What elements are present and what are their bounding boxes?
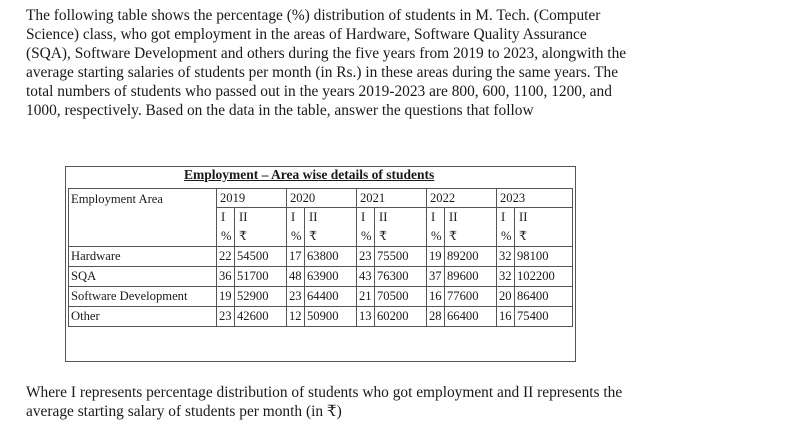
- percentage-cell: 17: [287, 247, 305, 267]
- percentage-cell: 43: [357, 267, 375, 287]
- sub-header-label: II: [309, 210, 318, 224]
- salary-cell: 50900: [305, 307, 357, 327]
- sub-header-cell: [427, 208, 445, 247]
- salary-cell: 66400: [445, 307, 497, 327]
- intro-paragraph: [26, 6, 768, 120]
- footnote-line: average starting salary of students per month (in ₹): [26, 403, 342, 420]
- percentage-cell: 32: [497, 267, 515, 287]
- table-body: [69, 247, 573, 327]
- percentage-cell: 28: [427, 307, 445, 327]
- salary-cell: 75400: [515, 307, 573, 327]
- salary-cell: 52900: [235, 287, 287, 307]
- salary-cell: 63900: [305, 267, 357, 287]
- salary-cell: 89200: [445, 247, 497, 267]
- year-header: 2019: [217, 189, 287, 208]
- percentage-cell: 23: [217, 307, 235, 327]
- employment-area-header: Employment Area: [69, 189, 217, 247]
- area-cell: Other: [69, 307, 217, 327]
- percentage-cell: 16: [427, 287, 445, 307]
- percentage-cell: 22: [217, 247, 235, 267]
- salary-cell: 86400: [515, 287, 573, 307]
- year-header-row: [69, 189, 573, 208]
- salary-cell: 77600: [445, 287, 497, 307]
- sub-header-unit: %: [221, 229, 232, 243]
- salary-cell: 89600: [445, 267, 497, 287]
- percentage-cell: 19: [427, 247, 445, 267]
- intro-line: (SQA), Software Development and others during the five years from 2019 to 2023, alongwith the: [26, 45, 627, 62]
- sub-header-cell: [497, 208, 515, 247]
- sub-header-cell: [357, 208, 375, 247]
- sub-header-cell: [445, 208, 497, 247]
- salary-cell: 98100: [515, 247, 573, 267]
- sub-header-unit: ₹: [379, 229, 388, 243]
- sub-header-label: II: [449, 210, 458, 224]
- sub-header-cell: [287, 208, 305, 247]
- sub-header-cell: [305, 208, 357, 247]
- intro-line: Science) class, who got employment in the areas of Hardware, Software Quality Assurance: [26, 26, 587, 43]
- intro-line: average starting salaries of students per month (in Rs.) in these areas during the same years. The: [26, 64, 619, 81]
- year-header: 2022: [427, 189, 497, 208]
- intro-line: total numbers of students who passed out in the years 2019-2023 are 800, 600, 1100, 1200, and: [26, 83, 612, 100]
- sub-header-label: II: [239, 210, 248, 224]
- sub-header-unit: %: [431, 229, 442, 243]
- salary-cell: 60200: [375, 307, 427, 327]
- percentage-cell: 36: [217, 267, 235, 287]
- percentage-cell: 13: [357, 307, 375, 327]
- employment-table: [68, 188, 573, 327]
- sub-header-unit: ₹: [309, 229, 318, 243]
- sub-header-unit: %: [501, 229, 512, 243]
- year-header: 2020: [287, 189, 357, 208]
- table-row: [69, 307, 573, 327]
- sub-header-cell: [217, 208, 235, 247]
- percentage-cell: 32: [497, 247, 515, 267]
- sub-header-label: I: [501, 210, 506, 224]
- salary-cell: 51700: [235, 267, 287, 287]
- sub-header-label: I: [291, 210, 296, 224]
- percentage-cell: 37: [427, 267, 445, 287]
- sub-header-unit: ₹: [519, 229, 528, 243]
- employment-table-frame: [65, 166, 576, 362]
- sub-header-unit: %: [291, 229, 302, 243]
- table-row: [69, 267, 573, 287]
- area-cell: Hardware: [69, 247, 217, 267]
- sub-header-label: II: [519, 210, 528, 224]
- footnote-line: Where I represents percentage distribution of students who got employment and II represents the: [26, 384, 623, 401]
- salary-cell: 42600: [235, 307, 287, 327]
- salary-cell: 64400: [305, 287, 357, 307]
- salary-cell: 76300: [375, 267, 427, 287]
- percentage-cell: 23: [357, 247, 375, 267]
- sub-header-cell: [235, 208, 287, 247]
- salary-cell: 75500: [375, 247, 427, 267]
- sub-header-cell: [375, 208, 427, 247]
- table-title: Employment – Area wise details of students: [184, 167, 435, 182]
- percentage-cell: 23: [287, 287, 305, 307]
- table-row: [69, 287, 573, 307]
- sub-header-unit: %: [361, 229, 372, 243]
- intro-line: The following table shows the percentage (%) distribution of students in M. Tech. (Computer: [26, 7, 601, 24]
- percentage-cell: 48: [287, 267, 305, 287]
- sub-header-unit: ₹: [449, 229, 458, 243]
- sub-header-label: I: [221, 210, 226, 224]
- sub-header-label: II: [379, 210, 388, 224]
- percentage-cell: 19: [217, 287, 235, 307]
- salary-cell: 70500: [375, 287, 427, 307]
- percentage-cell: 21: [357, 287, 375, 307]
- sub-header-label: I: [361, 210, 366, 224]
- salary-cell: 63800: [305, 247, 357, 267]
- percentage-cell: 16: [497, 307, 515, 327]
- footnote: [26, 383, 768, 421]
- sub-header-cell: [515, 208, 573, 247]
- year-header: 2023: [497, 189, 573, 208]
- area-cell: SQA: [69, 267, 217, 287]
- percentage-cell: 12: [287, 307, 305, 327]
- year-header: 2021: [357, 189, 427, 208]
- sub-header-label: I: [431, 210, 436, 224]
- sub-header-unit: ₹: [239, 229, 248, 243]
- salary-cell: 102200: [515, 267, 573, 287]
- area-cell: Software Development: [69, 287, 217, 307]
- intro-line: 1000, respectively. Based on the data in the table, answer the questions that follow: [26, 102, 534, 119]
- table-row: [69, 247, 573, 267]
- salary-cell: 54500: [235, 247, 287, 267]
- percentage-cell: 20: [497, 287, 515, 307]
